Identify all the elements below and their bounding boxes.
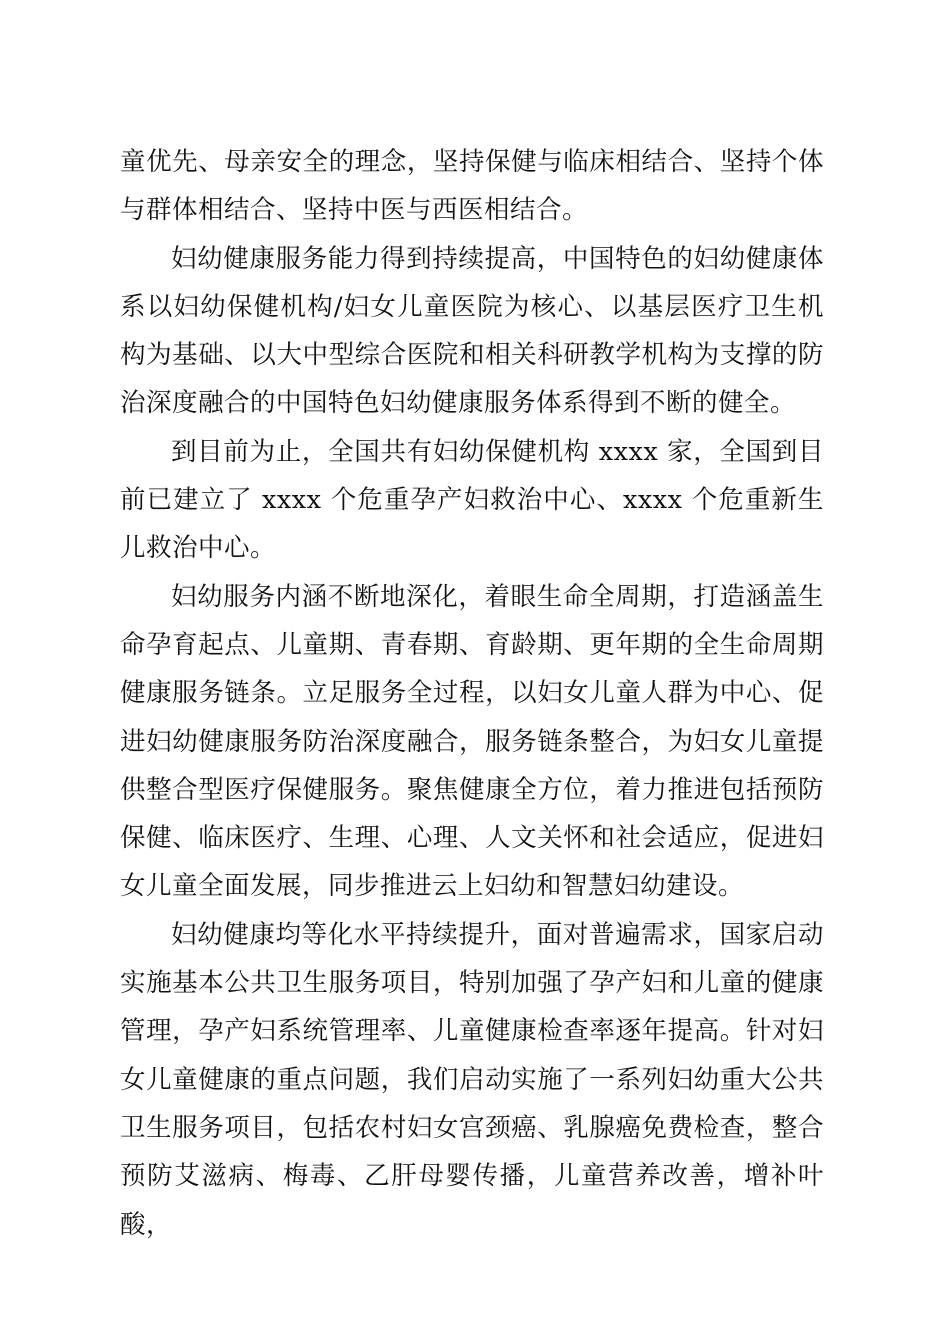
paragraph-institution-count: 到目前为止，全国共有妇幼保健机构 xxxx 家，全国到目前已建立了 xxxx 个危重孕产妇救治中心、xxxx 个危重新生儿救治中心。 <box>120 436 824 564</box>
paragraph-service-connotation: 妇幼服务内涵不断地深化，着眼生命全周期，打造涵盖生命孕育起点、儿童期、青春期、育龄期、更年期的全生命周期健康服务链条。立足服务全过程，以妇女儿童人群为中心、促进妇幼健康服务防治深度融合，服务链条整合，为妇女儿童提供整合型医疗保健服务。聚焦健康全方位，着力推进包括预防保健、临床医疗、生理、心理、人文关怀和社会适应，促进妇女儿童全面发展，同步推进云上妇幼和智慧妇幼建设。 <box>120 581 824 902</box>
paragraph-continuation: 童优先、母亲安全的理念，坚持保健与临床相结合、坚持个体与群体相结合、坚持中医与西医相结合。 <box>120 147 824 226</box>
paragraph-service-capacity: 妇幼健康服务能力得到持续提高，中国特色的妇幼健康体系以妇幼保健机构/妇女儿童医院为核心、以基层医疗卫生机构为基础、以大中型综合医院和相关科研教学机构为支撑的防治深度融合的中国特色妇幼健康服务体系得到不断的健全。 <box>120 243 824 419</box>
document-body <box>120 138 824 1249</box>
paragraph-equalization: 妇幼健康均等化水平持续提升，面对普遍需求，国家启动实施基本公共卫生服务项目，特别加强了孕产妇和儿童的健康管理，孕产妇系统管理率、儿童健康检查率逐年提高。针对妇女儿童健康的重点问题，我们启动实施了一系列妇幼重大公共卫生服务项目，包括农村妇女宫颈癌、乳腺癌免费检查，整合预防艾滋病、梅毒、乙肝母婴传播，儿童营养改善，增补叶酸， <box>120 919 824 1240</box>
